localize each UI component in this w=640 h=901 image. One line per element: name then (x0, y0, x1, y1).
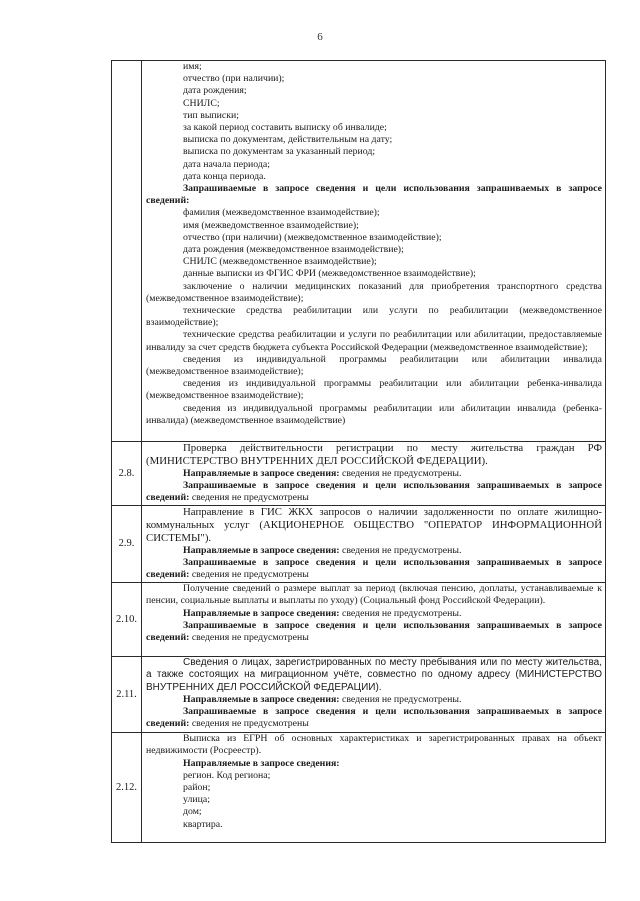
requested-label: Запрашиваемые в запросе сведения и цели использования запрашиваемых в запросе сведений: (146, 479, 602, 503)
row-content (142, 657, 606, 733)
list-item: район; (183, 782, 211, 794)
table-row (112, 657, 606, 733)
list-item: дата начала периода; (183, 158, 270, 170)
list-item: имя (межведомственное взаимодействие); (183, 219, 359, 231)
requested-value: сведения не предусмотрены (191, 569, 309, 580)
list-item: СНИЛС (межведомственное взаимодействие); (183, 256, 377, 268)
sent-label: Направляемые в запросе сведения: (183, 544, 340, 556)
row-title: Выписка из ЕГРН об основных характеристиках и зарегистрированных правах на объект недвижимости (Росреестр). (146, 733, 602, 757)
row-number (112, 61, 142, 442)
list-item: сведения из индивидуальной программы реабилитации или абилитации инвалида (ребенка-инвалида) (межведомственное взаимодействие) (146, 402, 602, 426)
table-row (112, 583, 606, 657)
list-item: технические средства реабилитации или услуги по реабилитации (межведомственное взаимодействие); (146, 305, 602, 329)
table-row (112, 733, 606, 843)
sent-label: Направляемые в запросе сведения: (183, 467, 340, 479)
page-number: 6 (317, 31, 323, 43)
row-content (142, 583, 606, 657)
row-number: 2.9. (112, 506, 142, 583)
row-content (142, 733, 606, 843)
row-title: Направление в ГИС ЖКХ запросов о наличии задолженности по оплате жилищно-коммунальных услуг (АКЦИОНЕРНОЕ ОБЩЕСТВО "ОПЕРАТОР ИНФОРМАЦИОННОЙ СИСТЕМЫ"). (146, 506, 602, 544)
row-content (142, 506, 606, 583)
list-item: дом; (183, 806, 202, 818)
sent-value: сведения не предусмотрены. (341, 607, 462, 619)
row-content (142, 442, 606, 506)
list-item: регион. Код региона; (183, 769, 271, 781)
services-table (111, 60, 606, 843)
sent-value: сведения не предусмотрены. (341, 544, 462, 556)
list-item: сведения из индивидуальной программы реабилитации или абилитации инвалида (межведомственное взаимодействие); (146, 353, 602, 378)
row-content (142, 61, 606, 442)
row-number: 2.10. (112, 583, 142, 657)
sent-label: Направляемые в запросе сведения: (183, 607, 340, 619)
table-row (112, 442, 606, 506)
requested-label: Запрашиваемые в запросе сведения и цели использования запрашиваемых в запросе сведений: (146, 706, 602, 730)
row-title: Сведения о лицах, зарегистрированных по месту пребывания или по месту жительства, а также состоящих на миграционном учёте, совместно по одному адресу (МИНИСТЕРСТВО ВНУТРЕННИХ ДЕЛ РОССИЙСКОЙ ФЕДЕРАЦИИ). (146, 657, 602, 693)
requested-label: Запрашиваемые в запросе сведения и цели использования запрашиваемых в запросе сведений: (146, 619, 602, 644)
list-item: дата рождения (межведомственное взаимодействие); (183, 244, 404, 256)
list-item: дата рождения; (183, 85, 247, 97)
list-item: имя; (183, 61, 202, 72)
table-row (112, 506, 606, 583)
requested-value: сведения не предусмотрены (191, 492, 309, 503)
row-title: Проверка действительности регистрации по месту жительства граждан РФ (МИНИСТЕРСТВО ВНУТРЕННИХ ДЕЛ РОССИЙСКОЙ ФЕДЕРАЦИИ). (146, 442, 602, 467)
list-item: выписка по документам за указанный период; (183, 146, 376, 158)
requested-value: сведения не предусмотрены (191, 718, 309, 730)
list-item: квартира. (183, 818, 223, 830)
list-item: фамилия (межведомственное взаимодействие); (183, 207, 380, 219)
list-item: улица; (183, 794, 210, 806)
sent-value: сведения не предусмотрены. (341, 693, 462, 705)
row-title: Получение сведений о размере выплат за период (включая пенсию, доплаты, устанавливаемые к пенсии, социальные выплаты и выплаты по уходу) (Социальный фонд Российской Федерации). (146, 583, 602, 607)
list-item: за какой период составить выписку об инвалиде; (183, 122, 387, 134)
list-item: заключение о наличии медицинских показаний для приобретения транспортного средства (межведомственное взаимодействие); (146, 280, 602, 304)
row-number: 2.12. (112, 733, 142, 843)
list-item: тип выписки; (183, 109, 239, 121)
sent-label: Направляемые в запросе сведения: (183, 757, 340, 769)
list-item: отчество (при наличии); (183, 73, 285, 85)
row-number: 2.11. (112, 657, 142, 733)
list-item: выписка по документам, действительным на дату; (183, 134, 393, 146)
list-item: данные выписки из ФГИС ФРИ (межведомственное взаимодействие); (183, 268, 476, 280)
list-item: СНИЛС; (183, 97, 220, 109)
sent-value: сведения не предусмотрены. (341, 467, 462, 479)
list-item: технические средства реабилитации и услуги по реабилитации или абилитации, предоставляемые инвалиду за счет средств бюджета субъекта Российской Федерации (межведомственное взаимодействие); (146, 329, 602, 353)
list-item: дата конца периода. (183, 170, 266, 182)
row-number: 2.8. (112, 442, 142, 506)
table-row (112, 61, 606, 442)
list-item: отчество (при наличии) (межведомственное взаимодействие); (183, 231, 442, 243)
list-item: сведения из индивидуальной программы реабилитации или абилитации ребенка-инвалида (межведомственное взаимодействие); (146, 378, 602, 402)
requested-label: Запрашиваемые в запросе сведения и цели использования запрашиваемых в запросе сведений: (146, 556, 602, 580)
requested-value: сведения не предусмотрены (191, 632, 309, 644)
sent-label: Направляемые в запросе сведения: (183, 693, 340, 705)
requested-label: Запрашиваемые в запросе сведения и цели использования запрашиваемых в запросе сведений: (146, 183, 602, 207)
